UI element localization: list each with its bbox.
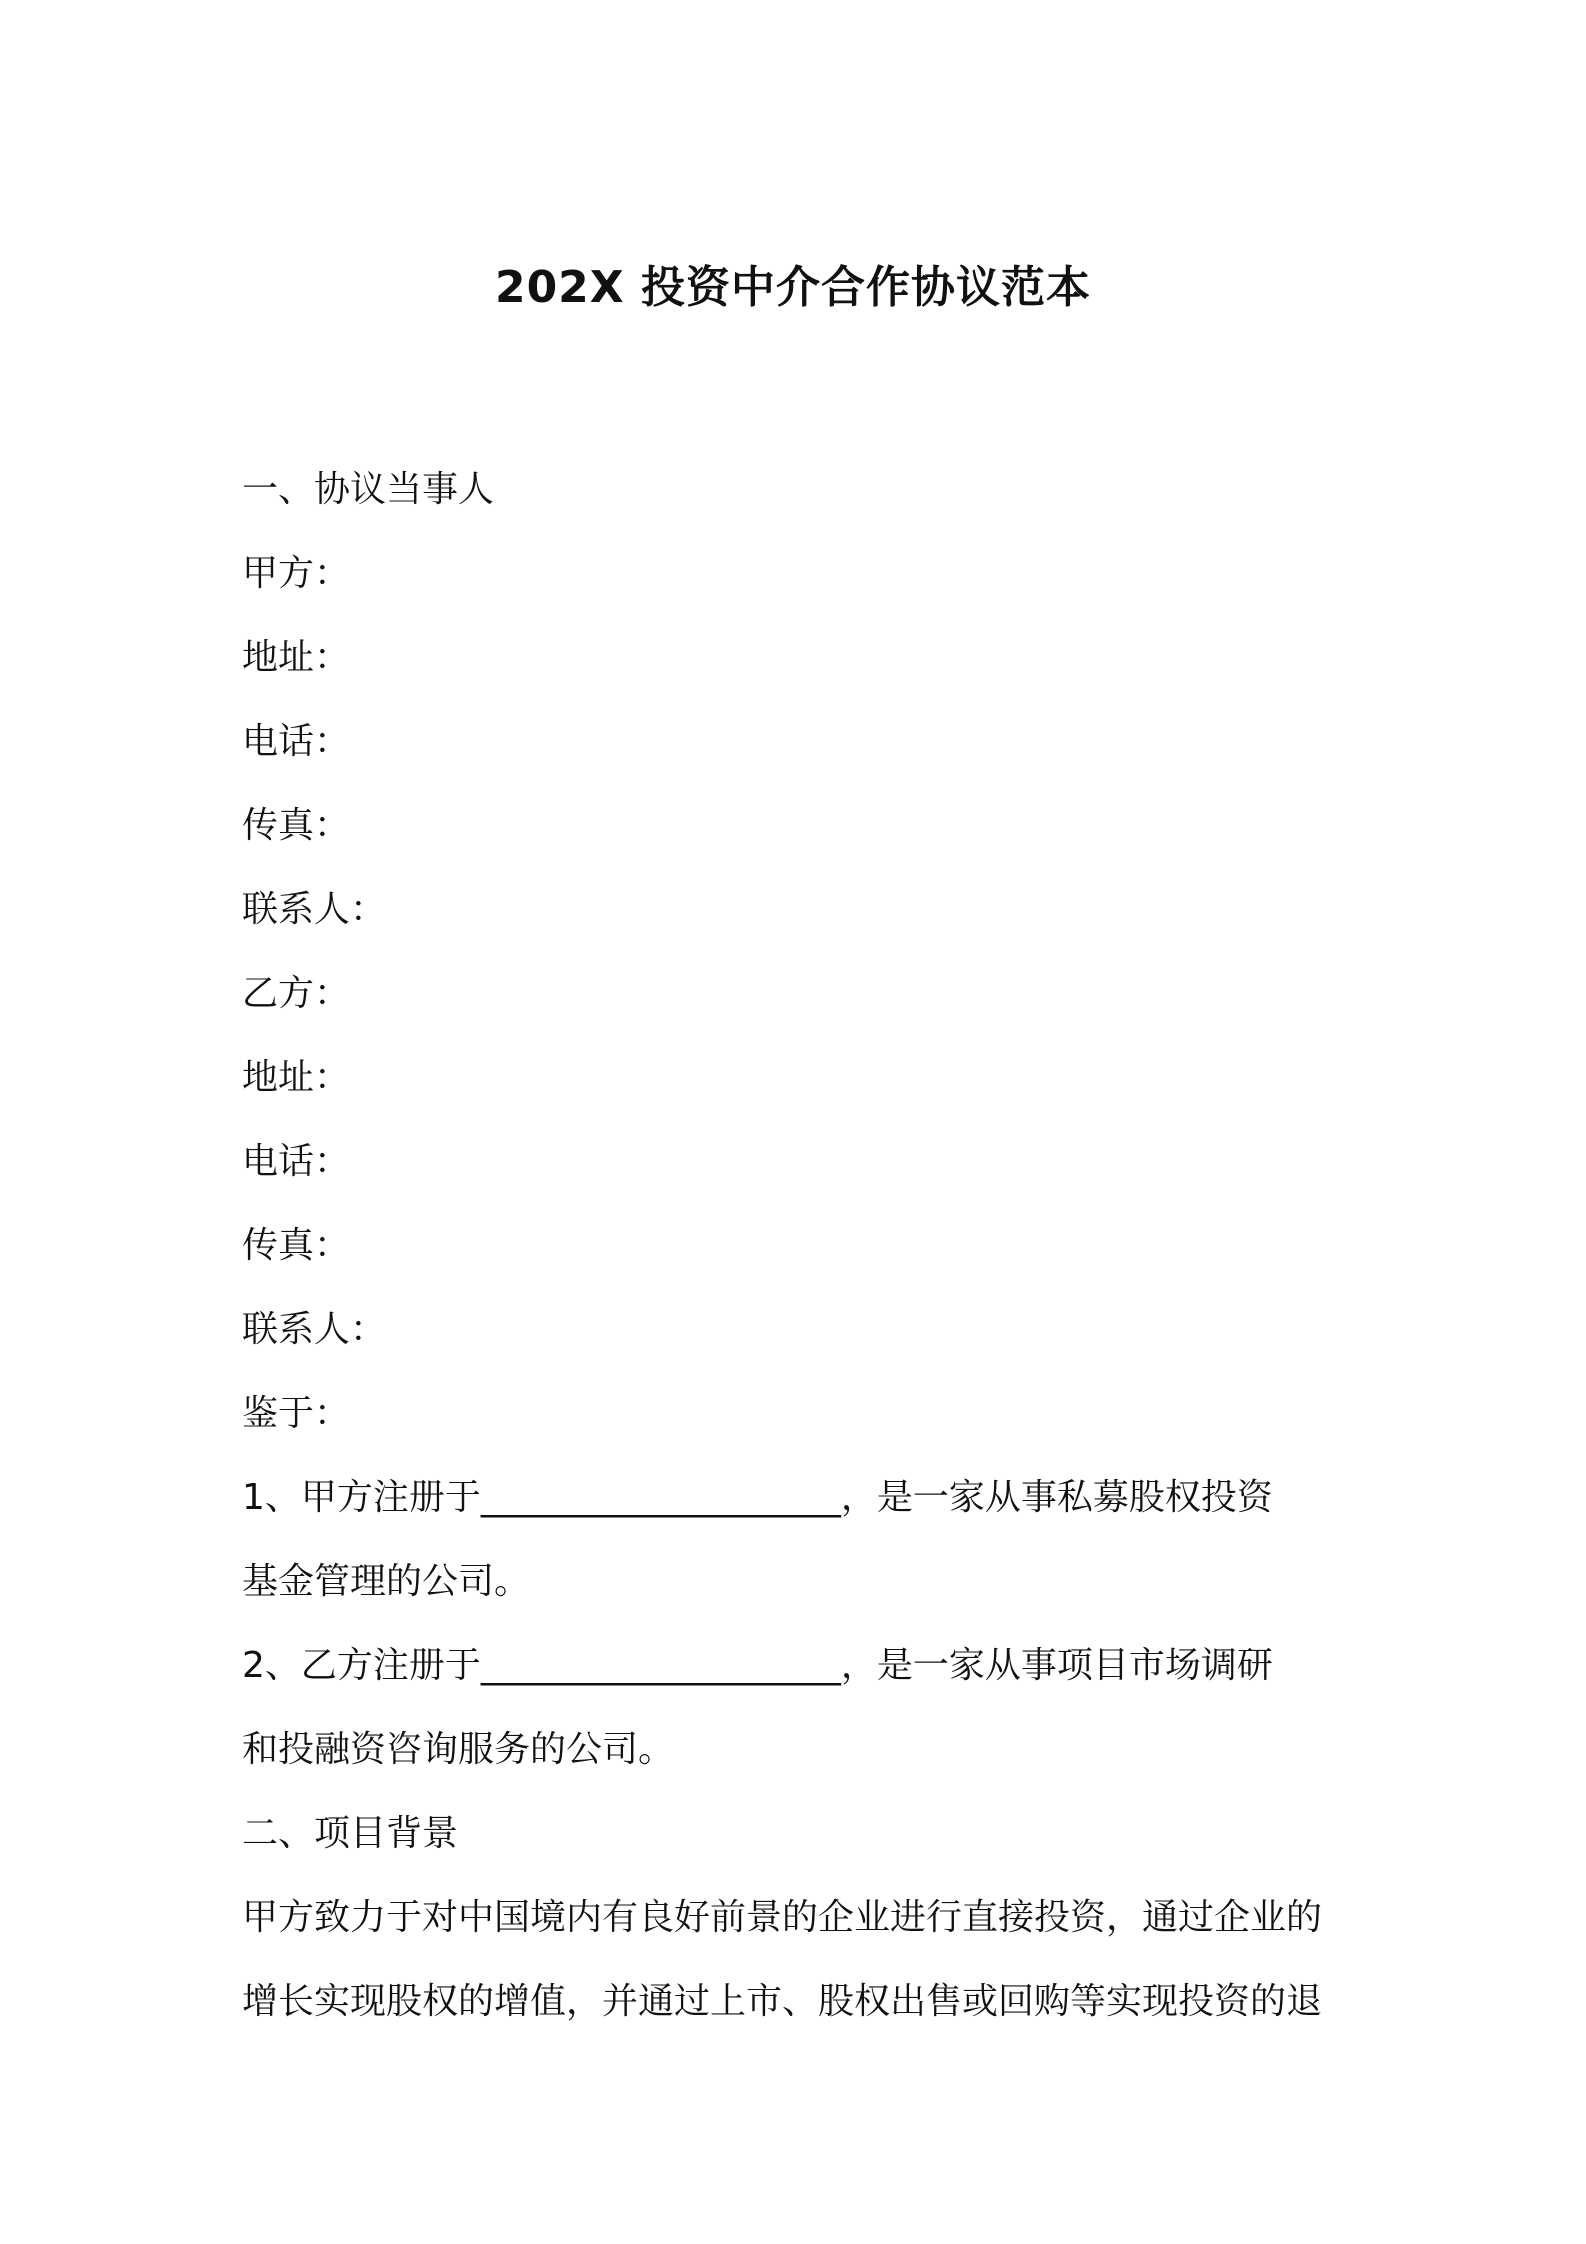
party-b-label: 乙方： (242, 973, 351, 1014)
section-heading-parties: 一、协议当事人 (242, 469, 495, 510)
party-a-label: 甲方： (242, 553, 351, 594)
party-b-address-label: 地址： (242, 1057, 351, 1098)
clause-2-line-1: 2、乙方注册于____________________，是一家从事项目市场调研 (242, 1645, 1273, 1686)
party-b-phone-label: 电话： (242, 1141, 351, 1182)
party-b-fax-label: 传真： (242, 1225, 351, 1266)
clause-1-line-1: 1、甲方注册于____________________，是一家从事私募股权投资 (242, 1477, 1273, 1518)
background-paragraph-line-1: 甲方致力于对中国境内有良好前景的企业进行直接投资，通过企业的 (242, 1897, 1323, 1938)
clause-2-line-2: 和投融资咨询服务的公司。 (242, 1729, 675, 1770)
document-title: 202X 投资中介合作协议范本 (494, 262, 1092, 313)
section-heading-background: 二、项目背景 (242, 1813, 459, 1854)
background-paragraph-line-2: 增长实现股权的增值，并通过上市、股权出售或回购等实现投资的退 (242, 1981, 1323, 2022)
whereas-label: 鉴于： (242, 1393, 351, 1434)
party-a-phone-label: 电话： (242, 721, 351, 762)
party-b-contact-label: 联系人： (242, 1309, 387, 1350)
party-a-address-label: 地址： (242, 637, 351, 678)
party-a-contact-label: 联系人： (242, 889, 387, 930)
document-body (242, 448, 1362, 2044)
party-a-fax-label: 传真： (242, 805, 351, 846)
clause-1-line-2: 基金管理的公司。 (242, 1561, 531, 1602)
